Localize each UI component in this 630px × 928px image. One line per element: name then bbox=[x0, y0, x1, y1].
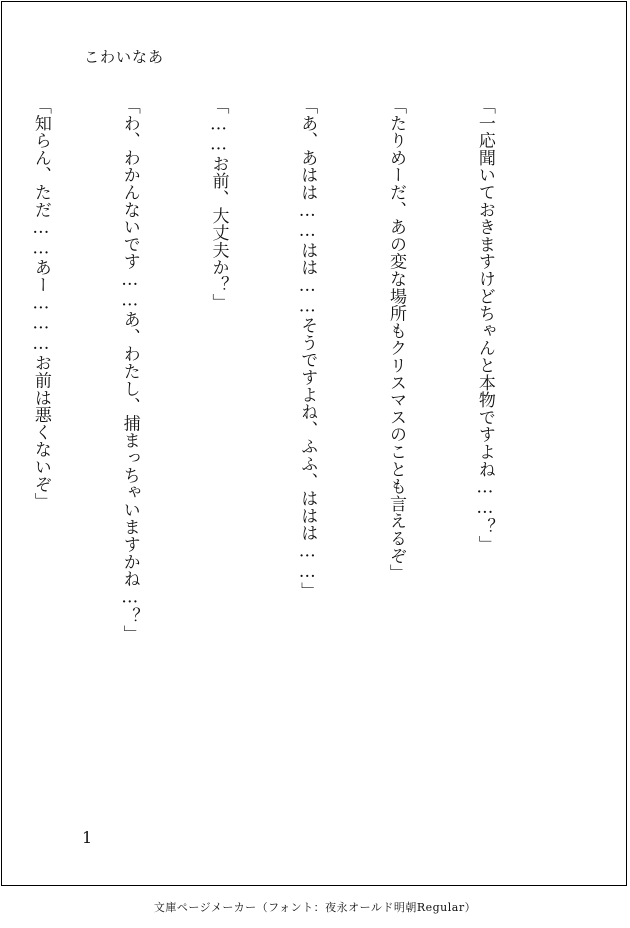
running-title: こわいなあ bbox=[84, 48, 165, 66]
footer-credit: 文庫ページメーカー（フォント：夜永オールド明朝Regular） bbox=[153, 901, 477, 914]
body-text bbox=[0, 97, 558, 777]
dialogue-line: 「わ、わかんないです……あ、わたし、捕まっちゃいますかね…？」 bbox=[119, 97, 140, 643]
dialogue-line: 「一応聞いておきますけどちゃんと本物ですよね……？」 bbox=[474, 97, 495, 553]
dialogue-line: 「あ、あはは……はは……そうですよね、ふふ、ははは……」 bbox=[297, 97, 318, 600]
dialogue-line: 「知らん、ただ……あー………お前は悪くないぞ」 bbox=[30, 97, 51, 510]
dialogue-line: 「……お前、大丈夫か？」 bbox=[208, 97, 229, 311]
page-number: 1 bbox=[82, 828, 93, 847]
book-page bbox=[1, 1, 627, 886]
dialogue-line: 「たりめーだ、あの変な場所もクリスマスのことも言えるぞ」 bbox=[386, 97, 407, 582]
